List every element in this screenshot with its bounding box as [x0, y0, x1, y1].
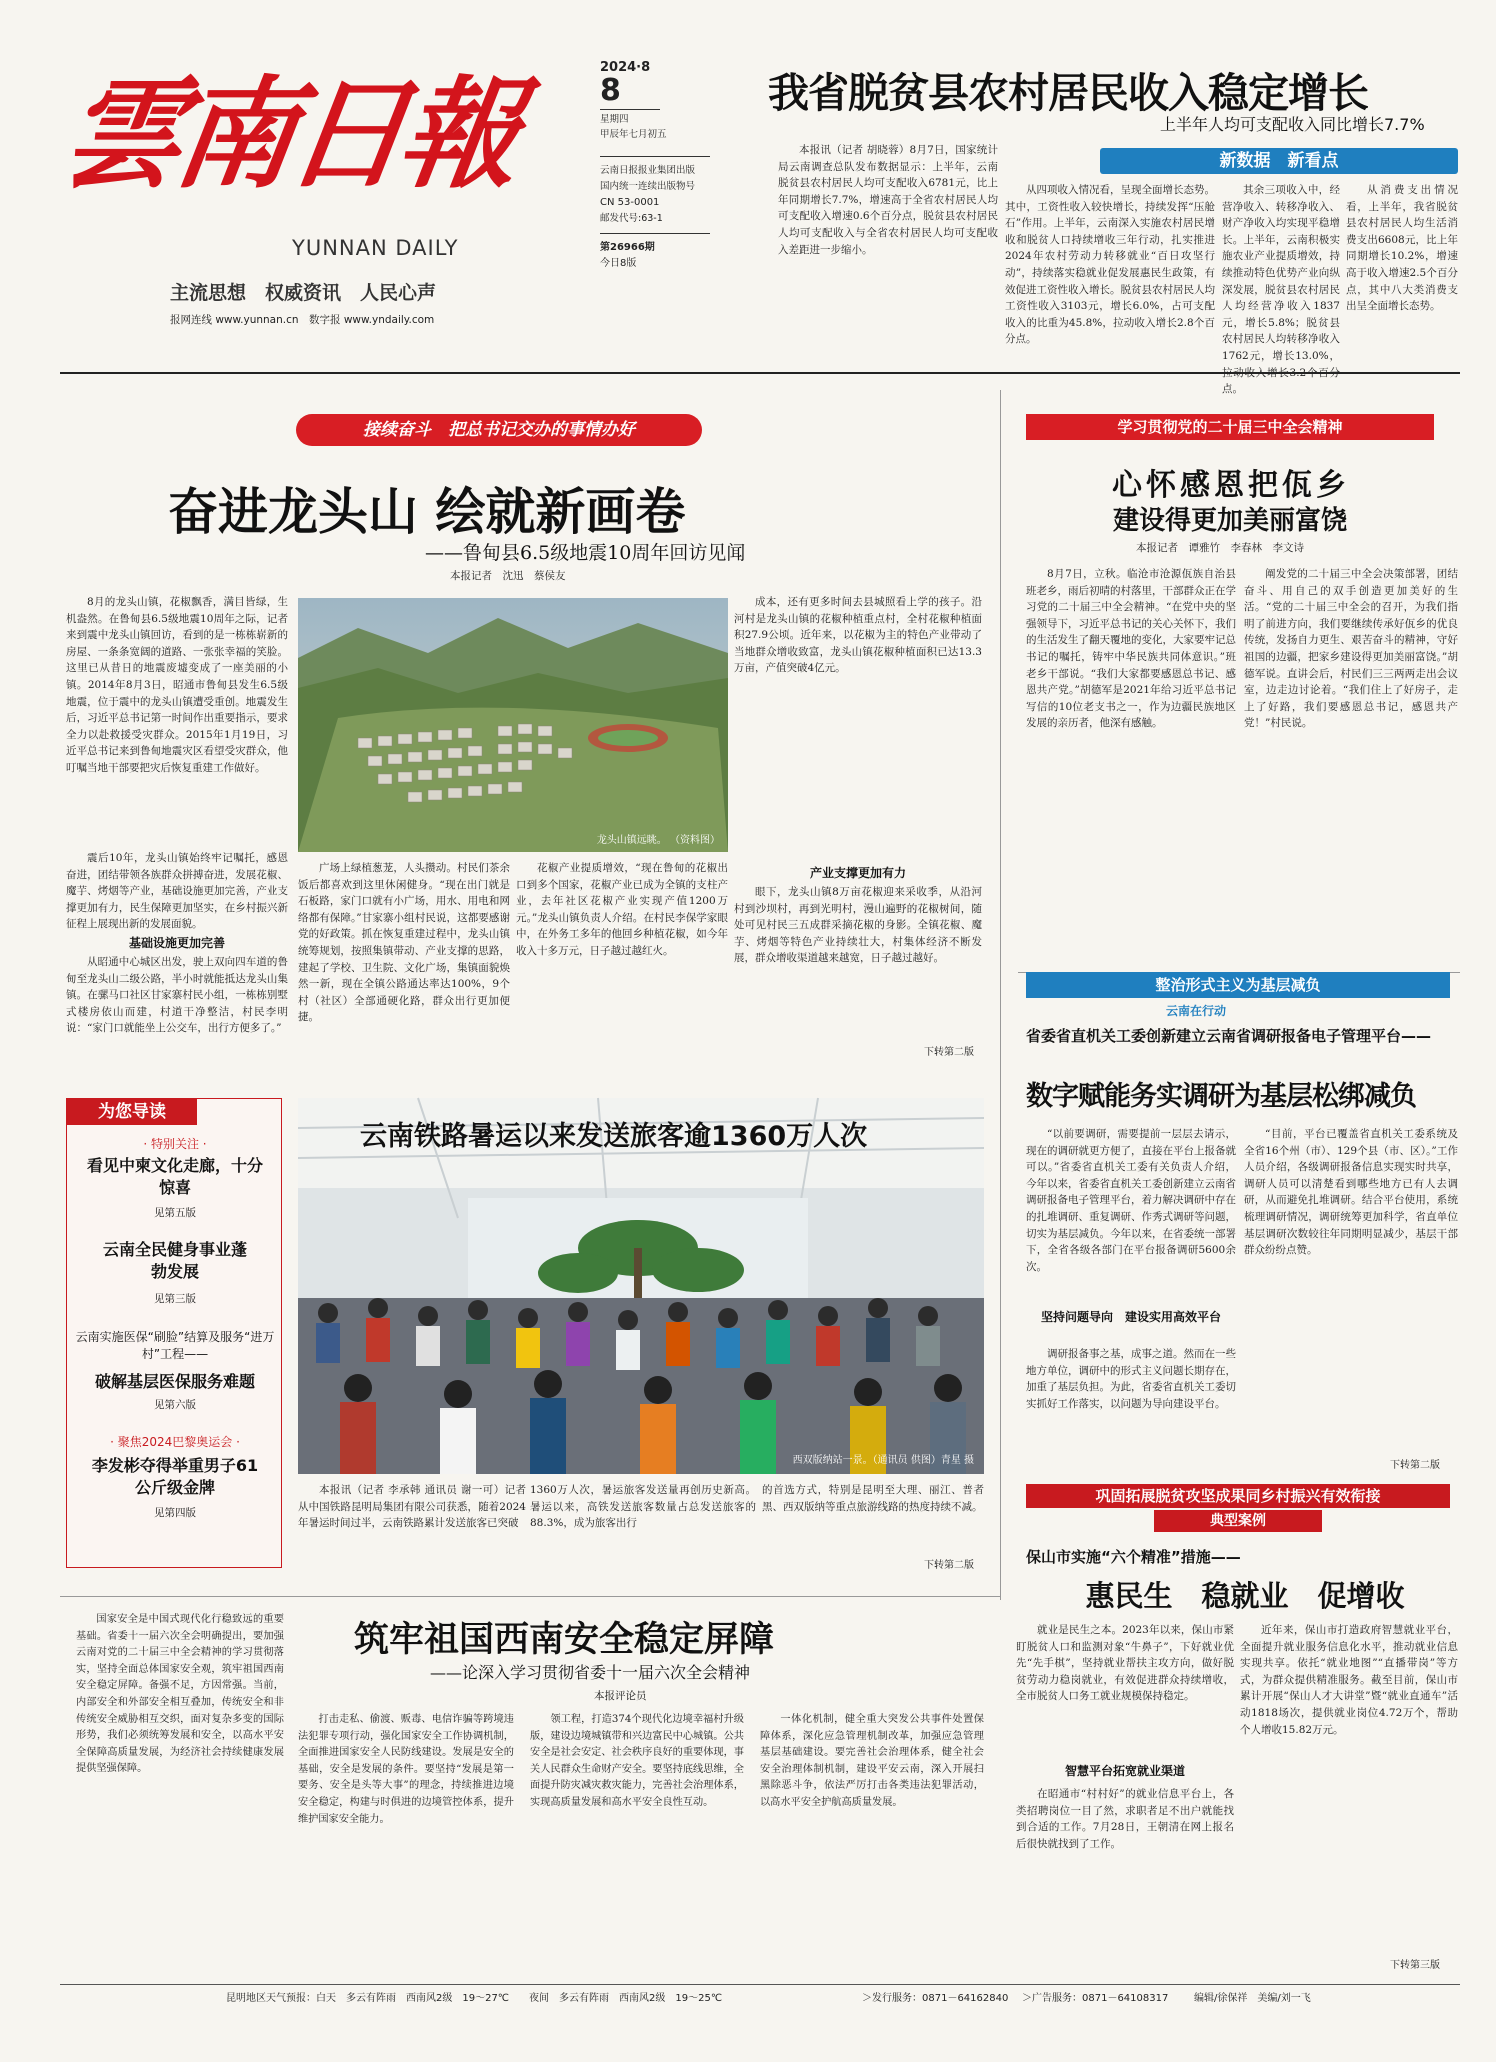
lead-text-d: 广场上绿植葱茏，人头攒动。村民们茶余饭后都喜欢到这里休闲健身。“现在出门就是石板路，家门口就有小广场，用水、用电和网络都有保障。”甘家寨小组村民说，这都要感谢党的好政策。抓在恢复重建过程中，龙头山镇统筹规划，按照集镇带动、产业支撑的思路，建起了学校、卫生院、文化广场，集镇面貌焕然一新，现在全镇公路通达率达100%，9个村（社区）全部通硬化路，群众出行更加便捷。 — [298, 862, 510, 1024]
cn-code-label: 国内统一连续出版物号 — [600, 181, 696, 192]
longtoushan-photo — [298, 598, 728, 852]
newspaper-logo: 雲南日報 — [54, 64, 522, 205]
right-mid-banner-label: 整治形式主义为基层减负 — [1155, 976, 1321, 994]
issue-pages: 今日8版 — [600, 258, 637, 269]
guide-kicker-3: 云南实施医保“刷脸”结算及服务“进万村”工程—— — [75, 1330, 275, 1361]
top-story-col1: 本报讯（记者 胡晓蓉）8月7日，国家统计局云南调查总队发布数据显示：上半年，云南脱贫县农村居民人均可支配收入6781元，比上年同期增长7.7%，增速高于全省农村居民人均可支配收入增速0.6个百分点，脱贫县农村居民人均可支配收入与全省农村居民人均可支配收入差距进一步缩小。 — [778, 144, 998, 256]
security-col1: 国家安全是中国式现代化行稳致远的重要基础。省委十一届六次全会明确提出，要加强云南对党的二十届三中全会精神的学习贯彻落实，坚持全面总体国家安全观，筑牢祖国西南安全稳定屏障。备强不足，方因常强。当前，内部安全和外部安全相互叠加，传统安全和非传统安全威胁相互交织，面对复杂多变的国际形势，我们必须统筹发展和安全，以高水平安全保障高质量发展，为经济社会持续健康发展提供坚强保障。 — [76, 1614, 284, 1775]
guide-page-3[interactable]: 见第六版 — [154, 1399, 196, 1411]
lead-subtitle-infrastructure: 基础设施更加完善 — [128, 936, 225, 950]
rail-col1: 本报讯（记者 李承韩 通讯员 谢一可）记者从中国铁路昆明局集团有限公司获悉，随着2024年暑运时间过半，云南铁路累计发送旅客已突破 — [298, 1484, 526, 1530]
guide-title — [67, 1099, 197, 1125]
right-mid-subbanner: 云南在行动 — [1166, 1004, 1227, 1018]
right-mid-headline: 数字赋能务实调研为基层松绑减负 — [1026, 1081, 1416, 1112]
right-top-banner — [1026, 414, 1434, 440]
lead-text-a: 8月的龙头山镇，花椒飘香，满目皆绿，生机盎然。在鲁甸县6.5级地震10周年之际，记者来到震中龙头山镇回访，看到的是一栋栋崭新的房屋、一条条宽阔的道路、一张张幸福的笑脸。这里已从昔日的地震废墟变成了一座美丽的小镇。2014年8月3日，昭通市鲁甸县发生6.5级地震，位于震中的龙头山镇遭受重创。地震发生后，习近平总书记第一时间作出重要指示，要求全力以赴救援受灾群众。2015年1月19日，习近平总书记来到鲁甸地震灾区看望受灾群众，他叮嘱当地干部要把灾后恢复重建工作做好。 — [66, 596, 288, 774]
footer-weather: 昆明地区天气预报：白天 多云有阵雨 西南风2级 19～27℃ 夜间 多云有阵雨 西南风2级 19～25℃ — [226, 1993, 723, 2004]
security-col3: 领工程，打造374个现代化边境幸福村升级版，建设边境城镇带和兴边富民中心城镇。公共安全是社会安定、社会秩序良好的重要体现，事关人民群众生命财产安全。要坚持底线思维，全面提升防灾减灾救灾能力，完善社会治理体系，实现高质量发展和高水平安全良性互动。 — [530, 1714, 744, 1808]
guide-page-4[interactable]: 见第四版 — [154, 1507, 196, 1519]
guide-tag-special: · 特别关注 · — [143, 1137, 207, 1151]
guide-title-label: 为您导读 — [98, 1102, 166, 1122]
footer — [60, 1988, 1460, 2010]
lead-text-e: 成本，还有更多时间去县城照看上学的孩子。沿河村是龙头山镇的花椒种植重点村，全村花椒种植面积27.9公顷。近年来，以花椒为主的特色产业带动了当地群众增收致富，龙头山镇花椒种植面积已达13.3万亩，产值突破4亿元。 — [734, 596, 982, 675]
lead-banner — [296, 414, 702, 446]
footer-ads: ＞广告服务：0871－64108317 — [1022, 1993, 1169, 2004]
guide-tag-olympics: · 聚焦2024巴黎奥运会 · — [110, 1435, 240, 1449]
lead-text-f: 花椒产业提质增效，“现在鲁甸的花椒出口到多个国家，花椒产业已成为全镇的支柱产业，去年社区花椒产业实现产值1200万元。”龙头山镇负责人介绍。在村民李保学家眼中，在外务工多年的他回乡种植花椒，如今年收入十多万元，日子越过越红火。 — [516, 862, 728, 957]
town-aerial-image — [298, 598, 728, 852]
top-story-col3b: 其余三项收入中，经营净收入、转移净收入、财产净收入均实现平稳增长。上半年，云南积极实施农业产业提质增效，持续推动特色优势产业向纵深发展，脱贫县农村居民人均经营净收入1837元，增长5.8%；脱贫县农村居民人均转移净收入1762元，增长13.0%， 点。 — [1222, 184, 1340, 396]
top-story-col4: 从消费支出情况看，上半年，我省脱贫县农村居民人均生活消费支出6608元，比上年同期增长10.2%，增速高于收入增速2.5个百分点，其中八大类消费支出呈全面增长态势。 — [1346, 184, 1458, 313]
right-top-col1: 8月7日，立秋。临沧市沧源佤族自治县班老乡，雨后初晴的村落里，干部群众正在学习党的二十届三中全会精神。“在党中央的坚强领导下，习近平总书记的关心关怀下，我们的生活发生了翻天覆地的变化，大家要牢记总书记的嘱托，铸牢中华民族共同体意识。”班老乡干部说。“我们大家都要感恩总书记、感恩共产党。”胡德军是2021年给习近平总书记写信的10位老支书之一，作为边疆民族地区发展的亲历者，他深有感触。 — [1026, 568, 1236, 730]
right-top-byline: 本报记者 谭雅竹 李春林 李文诗 — [1136, 542, 1304, 554]
security-headline: 筑牢祖国西南安全稳定屏障 — [354, 1620, 775, 1660]
right-bottom-banner-label: 巩固拓展脱贫攻坚成果同乡村振兴有效衔接 — [1095, 1487, 1381, 1505]
right-top-headline-2: 建设得更加美丽富饶 — [1112, 506, 1347, 536]
railway-photo-caption: 西双版纳站一景。（通讯员 供图）青星 摄 — [792, 1455, 974, 1466]
railway-photo-title: 云南铁路暑运以来发送旅客逾1360万人次 — [360, 1121, 868, 1152]
security-col4: 一体化机制，健全重大突发公共事件处置保障体系，深化应急管理机制改革，加强应急管理基层基础建设。要完善社会治理体系，健全社会安全治理体制机制，建设平安云南，深入开展扫黑除恶斗争，依法严厉打击各类违法犯罪活动，以高水平安全护航高质量发展。 — [760, 1714, 984, 1808]
right-mid-banner — [1026, 972, 1450, 998]
right-mid-col2: “目前，平台已覆盖省直机关工委系统及全省16个州（市）、129个县（市、区）。”工作人员介绍，各级调研报备信息实现实时共享，调研人员可以清楚看到哪些地方已有人去调研，从而避免扎堆调研。结合平台使用，系统梳理调研情况，调研统筹更加科学，省直单位基层调研次数较往年同期明显减少，基层干部群众纷纷点赞。 — [1244, 1128, 1458, 1257]
right-mid-continued: 下转第二版 — [1390, 1460, 1440, 1471]
rail-col2: 1360万人次，暑运旅客发送量再创历史新高。暑运以来，高铁发送旅客数量占总发送旅客的88.3%，成为旅客出行 — [530, 1484, 756, 1530]
issue-weekday: 星期四 — [600, 114, 629, 125]
footer-editors: 编辑/徐保祥 美编/刘一飞 — [1194, 1993, 1311, 2004]
security-subhead: ——论深入学习贯彻省委十一届六次全会精神 — [430, 1663, 751, 1682]
right-bottom-banner2-label: 典型案例 — [1210, 1513, 1266, 1529]
footer-divider — [60, 1984, 1460, 1985]
new-data-badge — [1100, 148, 1458, 174]
guide-page-2[interactable]: 见第三版 — [154, 1293, 196, 1305]
lead-text-c: 从昭通中心城区出发，驶上双向四车道的鲁甸至龙头山二级公路，半小时就能抵达龙头山集镇。在骡马口社区甘家寨村民小组，一栋栋别墅式楼房依山而建，村道干净整洁，村民李明说：“家门口就能坐上公交车，出行方便多了。” — [66, 956, 288, 1035]
postal-code: 邮发代号:63-1 — [600, 213, 663, 224]
lead-subhead: ——鲁甸县6.5级地震10周年回访见闻 — [425, 542, 746, 564]
badge-label: 新数据 新看点 — [1219, 151, 1339, 171]
lead-byline: 本报记者 沈迅 蔡侯友 — [450, 570, 566, 582]
col-divider-right — [1000, 390, 1001, 1600]
footer-distribution: ＞发行服务：0871－64162840 — [862, 1993, 1009, 2004]
railway-station-crowd-image — [298, 1098, 984, 1474]
lead-text-b: 震后10年，龙头山镇始终牢记嘱托，感恩奋进，团结带领各族群众拼搏奋进，发展花椒、魔芋、烤烟等产业，基础设施更加完善，产业支撑更加有力，民生保障更加坚实，在乡村振兴新征程上展现出新的发展面貌。 — [66, 852, 288, 931]
lead-headline: 奋进龙头山 绘就新画卷 — [168, 483, 686, 541]
right-bottom-col1b: 在昭通市“村村好”的就业信息平台上，各类招聘岗位一目了然，求职者足不出户就能找到合适的工作。7月28日，王朝清在网上报名后很快就找到了工作。 — [1016, 1788, 1234, 1850]
right-mid-col1: “以前要调研，需要提前一层层去请示，现在的调研就更方便了，直接在平台上报备就可以。”省委省直机关工委有关负责人介绍，今年以来，省委省直机关工委创新建立云南省调研报备电子管理平台，着力解决调研中存在的扎堆调研、重复调研、作秀式调研等问题，切实为基层减负。今年以来，在省委统一部署下，全省各级各部门在平台报备调研5600余次。 — [1026, 1128, 1236, 1273]
rail-continued: 下转第二版 — [924, 1560, 974, 1571]
lead-banner-label: 接续奋斗 把总书记交办的事情办好 — [363, 420, 635, 440]
cn-code: CN 53-0001 — [600, 197, 660, 208]
security-byline: 本报评论员 — [594, 1690, 647, 1702]
right-mid-subtitle: 坚持问题导向 建设实用高效平台 — [1040, 1310, 1221, 1324]
right-bottom-subtitle: 智慧平台拓宽就业渠道 — [1064, 1764, 1185, 1778]
right-bottom-col1: 就业是民生之本。2023年以来，保山市紧盯脱贫人口和监测对象“牛鼻子”，下好就业优先“先手棋”，坚持就业帮扶主攻方向，做好脱贫劳动力稳岗就业，有效促进群众持续增收，全市脱贫人口务工就业规模保持稳定。 — [1016, 1624, 1234, 1703]
lead-subtitle-industry: 产业支撑更加有力 — [809, 866, 906, 880]
security-col2: 打击走私、偷渡、贩毒、电信诈骗等跨境违法犯罪专项行动，强化国家安全工作协调机制，全面推进国家安全人民防线建设。发展是安全的基础，安全是发展的条件。要坚持“发展是第一要务、安全是头等大事”的理念，持续推进边境安全稳定，构建与时俱进的边境管控体系，提升维护国家安全能力。 — [298, 1714, 514, 1825]
issue-box — [600, 60, 730, 340]
guide-page-1[interactable]: 见第五版 — [154, 1207, 196, 1219]
guide-headline-4[interactable]: 李发彬夺得举重男子61公斤级金牌 — [91, 1456, 259, 1497]
issue-year-month: 2024·8 — [600, 60, 651, 75]
right-top-headline-1: 心怀感恩把佤乡 — [1112, 468, 1350, 503]
right-mid-col1b: 调研报备事之基，成事之道。然而在一些地方单位，调研中的形式主义问题长期存在，加重了基层负担。为此，省委省直机关工委切实抓好工作落实，以问题为导向建设平台。 — [1026, 1348, 1236, 1410]
right-bottom-banner — [1026, 1484, 1450, 1508]
right-bottom-col2: 近年来，保山市打造政府智慧就业平台，全面提升就业服务信息化水平，推动就业信息实现共享。依托“就业地图”“直播带岗”等方式，为群众提供精准服务。截至目前，保山市累计开展“保山人才大讲堂”暨“就业直通车”活动1818场次，提供就业岗位4.72万个，帮助个人增收15.82万元。 — [1240, 1624, 1458, 1736]
slogan: 主流思想 权威资讯 人民心声 — [170, 282, 437, 304]
web-links[interactable]: 报网连线 www.yunnan.cn 数字报 www.yndaily.com — [170, 314, 435, 326]
newspaper-logo-english: YUNNAN DAILY — [292, 236, 459, 260]
guide-headline-3[interactable]: 破解基层医保服务难题 — [94, 1372, 255, 1391]
right-mid-kicker: 省委省直机关工委创新建立云南省调研报备电子管理平台—— — [1026, 1027, 1432, 1045]
issue-day: 8 — [600, 73, 621, 108]
guide-headline-1[interactable]: 看见中柬文化走廊，十分惊喜 — [86, 1156, 263, 1197]
top-story-col2: 从四项收入情况看，呈现全面增长态势。其中，工资性收入较快增长，持续发挥“压舱石”作用。上半年，云南深入实施农村居民增收和脱贫人口持续增收三年行动，扎实推进2024年农村劳动力转移就业“百日攻坚行动”，持续落实稳就业促发展惠民生政策，有效促进工资性收入增长。脱贫县农村居民人均工资性收入3103元，增长6.0%，占可支配收入的比重为45.8%，拉动收入增长2.8个百分点。 — [1005, 184, 1215, 346]
top-story-subhead: 上半年人均可支配收入同比增长7.7% — [1160, 115, 1425, 134]
railway-photo — [298, 1098, 984, 1474]
masthead — [50, 40, 590, 326]
guide-headline-2[interactable]: 云南全民健身事业蓬勃发展 — [102, 1240, 247, 1281]
lead-photo-caption: 龙头山镇远眺。 （资料图） — [596, 835, 720, 846]
right-bottom-headline: 惠民生 稳就业 促增收 — [1085, 1579, 1405, 1613]
right-bottom-banner2 — [1154, 1510, 1322, 1532]
publisher: 云南日报报业集团出版 — [600, 165, 696, 176]
issue-number: 第26966期 — [600, 242, 655, 253]
top-story-headline: 我省脱贫县农村居民收入稳定增长 — [768, 69, 1368, 117]
rail-col3: 的首选方式，特别是昆明至大理、丽江、普者黑、西双版纳等重点旅游线路的热度持续不减。 — [762, 1484, 984, 1513]
lead-continued: 下转第二版 — [924, 1047, 974, 1058]
right-bottom-kicker: 保山市实施“六个精准”措施—— — [1026, 1548, 1241, 1566]
right-top-col2: 阐发党的二十届三中全会决策部署，团结奋斗、用自己的双手创造更加美好的生活。“党的二十届三中全会的召开，为我们指明了前进方向，我们要继续传承好佤乡的优良传统，发扬自力更生、艰苦奋斗的精神，守好祖国的边疆，把家乡建设得更加美丽富饶。”胡德军说。直讲会后，村民们三三两两走出会议室，边走边讨论着。“我们住上了好房子，走上了好路，我们要感恩总书记，感恩共产党！”村民说。 — [1244, 568, 1458, 730]
right-top-banner-label: 学习贯彻党的二十届三中全会精神 — [1117, 418, 1343, 436]
right-bottom-continued: 下转第三版 — [1390, 1960, 1440, 1971]
lead-text-g: 眼下，龙头山镇8万亩花椒迎来采收季，从沿河村到沙坝村，再到光明村，漫山遍野的花椒树间，随处可见村民三五成群采摘花椒的身影。全镇花椒、魔芋、烤烟等特色产业持续壮大，村集体经济不断发展，群众增收渠道越来越宽，日子越过越好。 — [734, 886, 982, 965]
left-bottom-divider — [60, 1596, 1000, 1597]
issue-lunar: 甲辰年七月初五 — [600, 129, 667, 140]
reading-guide — [66, 1098, 282, 1568]
top-divider — [60, 372, 1460, 374]
